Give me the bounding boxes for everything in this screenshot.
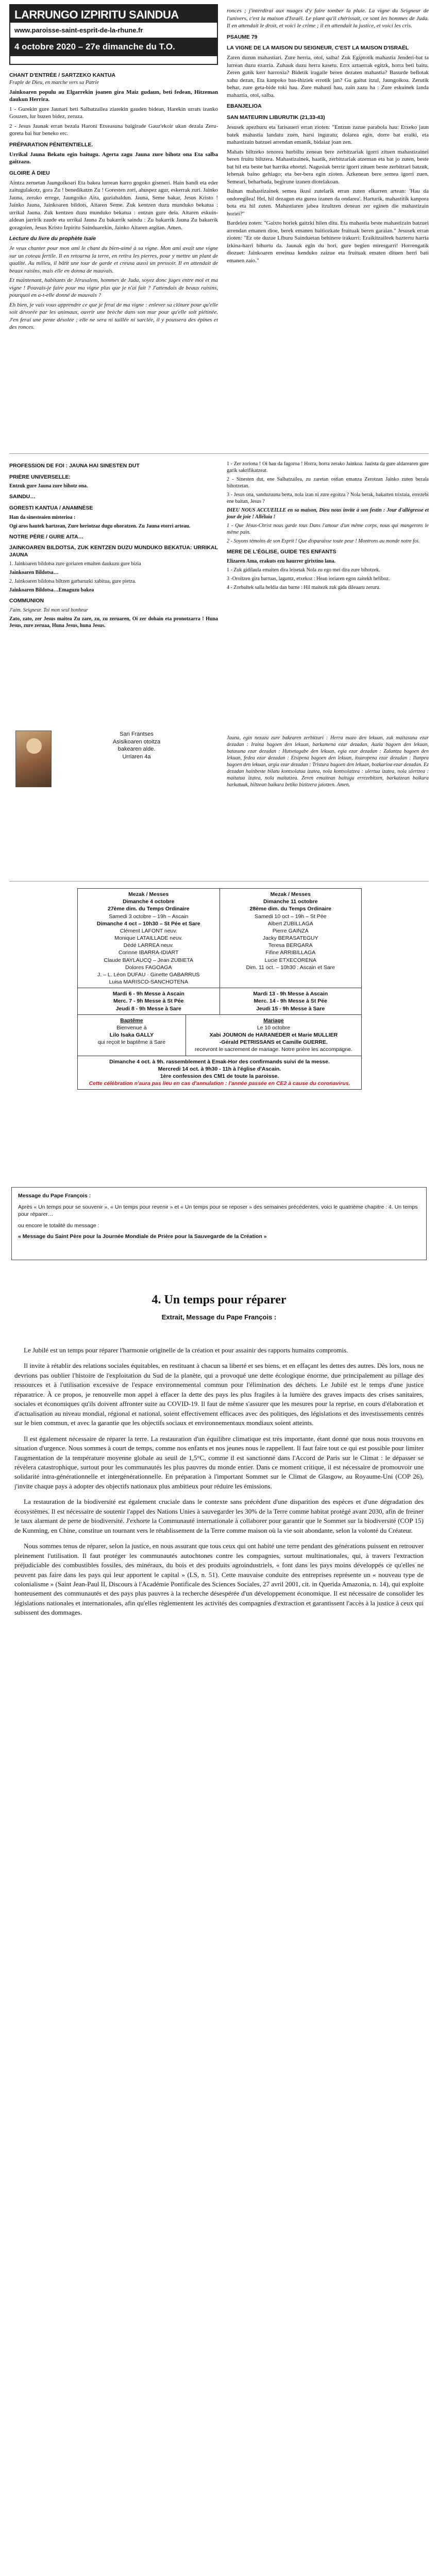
bapteme-text-2: qui reçoit le baptême à Sare (97, 1039, 166, 1046)
schedule-sat-1: Samedi 3 octobre – 19h – Ascain (109, 913, 189, 920)
essay-paragraph: Il est également nécessaire de réparer la terre. La restauration d'un équilibre climatique est très importante, étant donné que nous nous trouvons en situation d'urgence. Nous sommes à court de temps, comme nos enfants et nos jeunes nous le rappellent. Il faut faire tout ce qui est possible pour limiter l'augmentation de la température moyenne globale au seuil de 1,5°C, comme il est sanctionné dans l'Accord de Paris sur le Climat : le dépasser se révèlera catastrophique, surtout pour les communautés les plus pauvres du monde entier. Dans ce moment critique, il est nécessaire de promouvoir une solidarité intra-générationnelle et intergénérationnelle. En préparation à l'important Sommet sur le Climat de Glasgow, au Royaume-Uni (COP 26), j'invite chaque pays à adopter des objectifs nationaux plus ambitieux pour réduire les émissions. (14, 1434, 424, 1490)
confirmation-line: Dimanche 4 oct. à 9h. rassemblement à Emak-Hor des confirmands suivi de la messe. (109, 1058, 330, 1065)
saint-line-2: Asisikoaren otoitza (112, 738, 161, 745)
mariage-names-2: -Gérald PETRISSANS et Camille GUERRE. (219, 1039, 328, 1046)
mariage-box (186, 1015, 361, 1056)
prep-heading: PRÉPARATION PÉNITENTIELLE. (9, 141, 93, 148)
weekday-mass: Merc. 14 - 9h Messe à St Pée (254, 998, 327, 1005)
intention: Teresa BERGARA (268, 942, 313, 949)
intention: Corinne IBARRA-IDIART (118, 950, 179, 956)
right-column (227, 5, 429, 264)
hymn-heading: DIEU NOUS ACCUEILLE en sa maison, Dieu nous invite à son festin : Jour d'allégresse et jour de joie ! Alléluia ! (227, 507, 429, 520)
entry-subtitle: Fraple de Dieu, en marche vers sa Patrie (9, 79, 99, 86)
communion-text-2: Zato, zato, zer Jesus maitea Zu zare, zu, zu zeruaren, Oi zer dohain eta pronotzarra ! Huna Jesus, zure zeruaa, Huna Jesus, huna Jesus. (9, 616, 218, 629)
essay-subtitle: Extrait, Message du Pape François : (161, 1313, 277, 1321)
schedule-week-2 (220, 889, 362, 988)
gospel-text-1: Jesusek apezburu eta farisaueri erran zioten: "Entzun zazue parabola hau: Etxeko jaun batek mahastia landatu zuen, harsi inguratu; dolarea egin, dorre bat eraiki, eta mahastizain batzuei arrendan emanik, bidaiaz joan zen. (227, 124, 429, 146)
intention: Jacky BERASATEGUY (262, 935, 318, 942)
pope-message-box (11, 1187, 427, 1260)
gloria-text: Aintza zeruetan Jaungoikoari Eta bakea lurrean harro gogoko giseneri. Hain handi eta eder zaitugulakotz, gora Zu ! benedikatzn Zu ! Goresten zori, ahuspez agur, eskerrak zuri. Jainko Jauna, zeruko errege, Jaungoiko Aita, guziahaldun. Jauna, Seme bakar, Jesus Kristo ! Jainko Jauna, Jainkoaren bildots, Aitaren Seme. Zuk kentzen duzu munduko bekatua : urrikal Jauna. Zuk kentzen duzu munduko bekatua : entzun gure deia. Aitaren eskuin-aldean jarririk zaude eta urrikal Jauna Zu bakarrik saindu : Zu bakarrik Jauna Zu bakarrik goragoien, Jesus Kristo Izpiritu Sainduarekin, Jainko Aitaren argitan. Amen. (9, 179, 218, 231)
confirmation-box (78, 1056, 361, 1090)
communion-verse-1: 1 - Zer zoriona ! Oi hau da fagoroa ! Horra, horra zerako Jainkoa. Jauista da gure aldarearen gure garik sakrifikatzeat. (227, 461, 429, 473)
schedule-sunday-2: 28ème dim. du Temps Ordinaire (249, 906, 332, 912)
hymn-verse-1: 1 - Que Jésus-Christ nous garde tous Dans l'amour d'un même corps, nous qui mangerons le même pain. (227, 523, 429, 535)
prayer-refrain: Entzuk gure Jauna zure bihotz ona. (9, 483, 88, 489)
essay-body (14, 1340, 424, 1618)
schedule-head-1: Mezak / Messes (128, 891, 169, 897)
confession-line-2: 1ère confession des CM1 de toute la paroisse. (160, 1073, 279, 1079)
schedule-sundays (77, 888, 362, 988)
entry-heading: CHANT D'ENTRÉE / SARTZEKO KANTUA (9, 72, 116, 78)
intention: Dédé LARREA neuv. (123, 942, 174, 949)
lecture-continued: ronces ; j'interdirai aux nuages d'y faire tomber la pluie. La vigne du Seigneur de l'univers, c'est la maison d'Israël. Le plant qu'il chérissait, ce sont les hommes de Juda. Il en attendait le droit, et voici le crime ; il en attendait la justice, et voici les cris. (227, 8, 429, 29)
essay-paragraph: Le Jubilé est un temps pour réparer l'harmonie originelle de la création et pour assainir des rapports humains compromis. (24, 1346, 348, 1354)
notre-pere-heading: NOTRE PÈRE / GURE AITA… (9, 533, 84, 540)
page-divider (9, 453, 429, 454)
intention: J. – L. Léon DUFAU · Ginette GABARRUS (97, 971, 200, 978)
sanctus-heading: SAINDU… (9, 494, 36, 500)
gospel-text-3: Bainan mahastizainek semea ikusi zutelarik erran zuten elkarren artean: 'Hau da ondoregilea! Hel, hil dezagun eta gurea izanen da ondarea'. Harturik, mahastitik kanpora bota eta hil zuten. Mahastiaren jabea itzultzen denean zer eginen die mahastizain horiei?" (227, 188, 429, 217)
saint-name: San Frantses (120, 731, 154, 737)
schedule-line-1: Dimanche 4 oct – 10h30 – St Pée et Sare (96, 920, 200, 927)
schedule-footer (77, 1056, 362, 1090)
page-divider-2 (9, 881, 429, 882)
website-link[interactable]: www.paroisse-saint-esprit-de-la-rhune.fr (10, 23, 217, 38)
weekday-mass: Merc. 7 - 9h Messe à St Pée (113, 998, 184, 1005)
bapteme-heading: Baptême (120, 1017, 143, 1024)
agnus-text-3: 2. Jainkoaren bildotsa biltzen garbaruzki xabitua, gure pietza. (9, 579, 137, 585)
envoi-verse-1: 1 - Zuk gidilaula emaiten dira leisetak Nola zu ego mei dira zure bihotzek. (227, 567, 380, 573)
schedule-weekdays (77, 988, 362, 1014)
saint-prayer (227, 733, 429, 788)
mariage-heading: Mariage (263, 1017, 284, 1024)
weekday-mass: Jeudi 8 - 9h Messe à Sare (115, 1005, 181, 1012)
psaume-text: Zaren duzun mahastiari. Zure herria, otoi, salba! Zuk Egiptotik mahastia Jenderi-bat ta lurrean duzu ezarria. Zuhauk duzu herra kasetu. Errx aztaerrak egitzk, horra beti baitu. Zeren gutik kerr harroxia? Bidetik iragaile beren dezaten mahastia? Basurde bellotak xahu dezan, Eta kanpoko bas-ihiziek errotik jan? Gu gaitut itzul, Jaungoikoa. Zerutik behar, zure geta-bide toki hau. Zure mahasti hau, zain zazu ha : Zure eskuinek landa mahaztia, otoi, salba. (227, 55, 429, 98)
saint-caption (62, 731, 211, 760)
saint-francis-image (15, 731, 52, 787)
p2-left-column (9, 459, 218, 629)
essay-paragraph: Il invite à rétablir des relations sociales équitables, en restituant à chacun sa liberté et ses biens, et en effaçant les dettes des autres. Dès lors, nous ne devrions pas oublier l'histoire de l'exploitation du Sud de la planète, qui a provoqué une dette écologique énorme, due principalement au pillage des ressources et à l'utilisation excessive de l'espace environnemental commun pour l'élimination des déchets. Le Jubilé est le temps d'une justice réparatrice. À ce propos, je renouvelle mon appel à effacer la dette des pays les plus fragiles à la lumière des graves impacts des crises sanitaires, sociales et économiques qu'ils doivent affronter suite au COVID-19. Il faut de même s'assurer que les mesures pour la reprise, en cours d'élaboration et d'actualisation au niveau mondial, régional et national, soient effectivement efficaces avec des politiques, des législations et des investissements centrés sur le bien commun, et avec la garantie que les objectifs sociaux et environnementaux mondiaux soient atteints. (14, 1362, 424, 1427)
lecture-text-3: Eh bien, je vais vous apprendre ce que je ferai de ma vigne : enlever sa clôture pour qu'elle soit dévorée par les animaux, ouvrir une brèche dans son mur pour qu'elle soit piétinée. J'en ferai une pente désolée ; elle ne sera ni taillée ni sarclée, il y poussera des épines et des ronces. (9, 301, 218, 331)
intention: Dolores FAGOAGA (125, 964, 172, 971)
credo-heading: PROFESSION DE FOI : JAUNA HAI SINESTEN DUT (9, 463, 140, 469)
envoi-refrain: Elizaren Ama, erakuts ezu haurrer girixtino lana. (227, 558, 336, 564)
gospel-heading: EBANJELIOA (227, 103, 262, 110)
weekday-1 (78, 988, 220, 1014)
schedule-line-2: Dim. 11 oct. – 10h30 : Ascain et Sare (246, 964, 335, 971)
entry-refrain: Jainkoaren populu au Elgarrekin joanen gira Maiz gudaun, beti fedean, Hitzeman daukun Herrira. (9, 89, 218, 103)
gospel-reference: SAN MATEURIN LIBURUTIK (21,33-43) (227, 114, 325, 121)
lecture-text-1: Je veux chanter pour mon ami le chant du bien-aimé à sa vigne. Mon ami avait une vigne sur un coteau fertile. Il en retourna la terre, en retira les pierres, pour y mettre un plant de qualité. Au milieu, il bâtit une tour de garde et creusa aussi un pressoir. Il en attendait de beaux raisins, mais elle en donna de mauvais. (9, 245, 218, 274)
weekday-2 (220, 988, 362, 1014)
left-column (9, 68, 218, 331)
essay-paragraph: Nous sommes tenus de réparer, selon la justice, en nous assurant que tous ceux qui ont habité une terre pendant des générations puissent en retrouver pleinement l'utilisation. Il faut protéger les communautés autochtones contre les compagnies, surtout multinationales, qui, à travers l'extraction préjudiciable des combustibles fossiles, des minéraux, du bois et des produits agroindustriels, « font dans les pays moins développés ce qu'elles ne peuvent pas faire dans les pays qui leur apportent le capital » (LS, n. 51). Cette mauvaise conduite des entreprises représente un « nouveau type de colonialisme » (Saint Jean-Paul II, Discours à l'Académie Pontificale des Sciences Sociales, 27 avril 2001, cit. in Querida Amazonia, n. 14), qui exploite honteusement des communautés et des pays plus pauvres à la recherche désespérée d'un développement économique. Il est nécessaire de consolider les législations nationales et internationales, afin qu'elles règlementent les activités des compagnies d'extraction et garantissent l'accès à la justice à ceux qui subissent des dommages. (14, 1542, 424, 1617)
confession-note: Cette célébration n'aura pas lieu en cas d'annulation : l'année passée en CE2 à cause du coronavirus. (89, 1080, 350, 1087)
schedule-sunday-1: 27ème dim. du Temps Ordinaire (107, 906, 190, 912)
agnus-text-1: 1. Jainkoaren bildotsa zure goriaren emaiten daukuzu gure bizia (9, 561, 141, 567)
schedule-names-2 (223, 920, 359, 964)
p2-right-column (227, 459, 429, 591)
gospel-text-2: Mahats biltzeko tenorea hurbiltu zenean bere zerbitzariak igorri zituen mahastizainei beren fruitu biltzera. Mahastizainek, haatik, zerbitzariak atzeman eta bat jo zuten, beste bat hil eta beste bat harrika ehortzi. Nagusiak berriz igorri zituen beste zerbitzari batzuk, lehenak baino gehiago; eta ber-bera egin zioten. Azkenean bere semea igorri zuen. Semeari, beharbada, begirune izanen diotelakoan. (227, 148, 429, 185)
communion-heading: COMMUNION (9, 598, 44, 604)
psaume-heading: PSAUME 79 (227, 33, 258, 40)
message-link[interactable]: « Message du Saint Père pour la Journée Mondiale de Prière pour la Sauvegarde de la Création » (18, 1233, 267, 1240)
gospel-text-4: Bardeleu zoten: "Gaixto horiek gaitzki hilen ditu. Eta mahastia beste mahastizain batzuei arrendan emanen dioe, berek emanen baitiozkate fruituak beren garaian." Jesusek erran zioten: "Ez ote duzue Liburu Sainduetan behinere irakurri: Eraikitzaileek baztertu harria izkina-harri bihurtu da. Jaunak egin du hori, gure begien miresgarri! Horrengatik diozuet: Jainkoaren erreinua kenduko zaizue eta fruituak ematen dituen herri bati emanen zaio." (227, 220, 429, 264)
saint-line-3: bakearen alde. (117, 746, 156, 753)
intention: Claude BAYLAUCQ – Jean ZUBIETA (104, 957, 194, 963)
anamnese-text-2: Ogi aros hautek hartzean, Zure heriotzaz dugu ohoratzen. Zu Jauna etorri arteau. (9, 523, 191, 529)
communion-verse-3: 3 - Jesus ona, sanduzuuna berta, nola izan ni zure egoitza ? Nola berak, bakarten trixtaia, errezebi ene baitan, Jesus ? (227, 492, 429, 504)
psaume-refrain: LA VIGNE DE LA MAISON DU SEIGNEUR, C'EST LA MAISON D'ISRAËL (227, 45, 409, 52)
schedule-date-1: Dimanche 4 octobre (123, 899, 175, 905)
mass-schedule (77, 888, 362, 1090)
intention: Clément LAFONT neuv. (120, 927, 177, 934)
essay-paragraph: La restauration de la biodiversité est également cruciale dans le contexte sans précédent d'une disparition des espèces et d'une dégradation des écosystèmes. Il est nécessaire de soutenir l'appel des Nations Unies à sauvegarder les 30% de la Terre comme habitat protégé avant 2030, afin de freiner le taux alarmant de perte de biodiversité. J'exhorte la Communauté internationale à collaborer pour garantir que le Sommet sur la biodiversité (COP 15) de Kunming, en Chine, constitue un tournant vers le rétablissement de la Terre comme maison où la vie soit abondante, selon la volonté du Créateur. (14, 1498, 424, 1534)
lecture-text-2: Et maintenant, habitants de Jérusalem, hommes de Juda, soyez donc juges entre moi et ma vigne ! Pouvais-je faire pour ma vigne plus que je n'ai fait ? J'attendais de beaux raisins, pourquoi en a-t-elle donné de mauvais ? (9, 277, 218, 299)
anamnese-heading: GORESTI KANTUA / ANAMNÈSE (9, 504, 93, 511)
intention: Monique LATAILLADE neuv. (114, 935, 183, 942)
date-line: 4 octobre 2020 – 27e dimanche du T.O. (10, 38, 217, 56)
agnus-heading: JAINKOAREN BILDOTSA, ZUK KENTZEN DUZU MUNDUKO BEKATUA: URRIKAL JAUNA (9, 545, 218, 558)
intention: Albert ZUBILLAGA (267, 920, 313, 927)
bapteme-box (78, 1015, 186, 1056)
schedule-names-1 (81, 927, 216, 986)
agnus-text-4: Jainkoaren Bildotsa…Emaguzu bakea (9, 587, 94, 594)
intention: Pierre GAINZA (272, 927, 309, 934)
bapteme-text: Bienvenue à (116, 1024, 147, 1031)
communion-verse-2: 2 - Sinesten dut, ene Salbatzailea, zu zaretan ostian emanza Zerotzan Jainko zuten bezala bihotzetan. (227, 477, 429, 489)
gloria-heading: GLOIRE À DIEU (9, 170, 50, 176)
mariage-date: Le 10 octobre (257, 1024, 291, 1031)
lecture-heading: Lecture du livre du prophète Isaïe (9, 235, 96, 242)
envoi-heading: MERE DE L'ÉGLISE, GUIDE TES ENFANTS (227, 549, 336, 555)
saint-prayer-text: Jauna, egin nezazu zure bakearen zerbitzari : Herra mazo den lekuan, zuk maitasuna ezar dezadan : Iraina bagoen den lekuan, barkamena ezar dezadan, Auzia bagoen den lekuan, batasuna ezar dezadan : Hutsetagabe den lekuan, egia ezar dezadan : Zalantza bagoen den lekuan, fedea ezar dezadan : Etsipena bagoen den lekuan, itxaropena ezar dezadan : Ilunpea bagoen den lekuan, argia ezar dezadan : Tristura bagoen den lekuan, bozkarioa ezar dezadan. Ez dezadan hainbeste bilatu kontsolatua izatea, nola kontsolatzea : ulertua izatea, nola ulertzea : maitatua izatea, nola maitatzea. Zeren emaitean baitugu errezebitzen, barkatzean baikara barkatuak, hiltzean baikara betiko bizitzera jaiotzen. Amen. (227, 735, 429, 788)
saint-line-4: Urriaren 4a (122, 753, 151, 760)
mariage-names-1: Xabi JOUMON de HARANEDER et Marie MULLIER (209, 1032, 338, 1039)
envoi-verse-2: 3 -Oroitzen gira barruas, laguntz, etxekoz : Hean ioriaren egon zaitekh heliboz. (227, 575, 390, 582)
confession-line: Mercredi 14 oct. à 9h30 - 11h à l'église d'Ascain. (158, 1065, 281, 1072)
agnus-text-2: Jainkoaren Bildotsa… (9, 570, 59, 576)
prep-text: Urrikal Jauna Bekatu egin baitugu. Agerta zagu Jauna zure bihotz ona Eta salba gaitzazu. (9, 151, 218, 165)
anamnese-text-1: Han da sinesteaien misterioa : (9, 514, 76, 520)
intention: Fifine ARRIBILLAGA (265, 950, 316, 956)
message-line-2: ou encore le totalité du message : (18, 1222, 99, 1229)
envoi-verse-3: 4 - Zorbaitek salla heldia dan barne : Hil maitezk zuk gida dileaaru zeruru. (227, 584, 381, 590)
schedule-week-1 (78, 889, 220, 988)
message-line-1: Après « Un temps pour se souvenir », « Un temps pour revenir » et « Un temps pour se reposer » des semaines précédentes, voici le quatrième chapitre : 4. Un temps pour réparer… (18, 1204, 418, 1217)
hymn-verse-2: 2 - Soyons témoins de son Esprit ! Que disparaisse toute peur ! Montrons au monde notre foi. (227, 538, 420, 544)
schedule-date-2: Dimanche 11 octobre (263, 899, 318, 905)
weekday-mass: Jeudi 15 - 9h Messe à Sare (256, 1005, 325, 1012)
weekday-mass: Mardi 13 - 9h Messe à Ascain (253, 991, 328, 997)
schedule-head-2: Mezak / Messes (270, 891, 311, 897)
essay-title: 4. Un temps pour réparer (151, 1293, 287, 1307)
bulletin-title: LARRUNGO IZPIRITU SAINDUA (10, 5, 217, 23)
schedule-events (77, 1014, 362, 1056)
schedule-sat-2: Samedi 10 oct – 19h – St Pée (254, 913, 327, 920)
intention: Luisa MARISCO-SANCHOTENA (109, 979, 188, 986)
weekday-mass: Mardi 6 - 9h Messe à Ascain (112, 991, 184, 997)
communion-text-1: J'aim. Seigneur. Toi mon seul bonheur (9, 607, 88, 614)
entry-verse-1: 1 - Gurekin gure Jaunari beti Salbatzailea ziarekin gauden bidean, Harekin urrats izanko Gouzen, lur buzen bidez, zeruza. (9, 106, 218, 120)
intention: Lucie ETXECORENA (264, 957, 316, 963)
message-intro: Message du Pape François : (18, 1193, 91, 1199)
mariage-text: recevront le sacrement de mariage. Notre prière les accompagne. (195, 1046, 352, 1053)
bulletin-header (9, 4, 218, 65)
prayer-heading: PRIÈRE UNIVERSELLE: (9, 473, 71, 480)
bapteme-name: Lilo Isaka GALLY (109, 1032, 154, 1039)
entry-verse-2: 2 - Jesus Jaunak erran bezala Haroni Etxeasuna baigirade Gauz'ekoir ukan dezala Zeru-goreta bai hur beneko erc. (9, 123, 218, 137)
